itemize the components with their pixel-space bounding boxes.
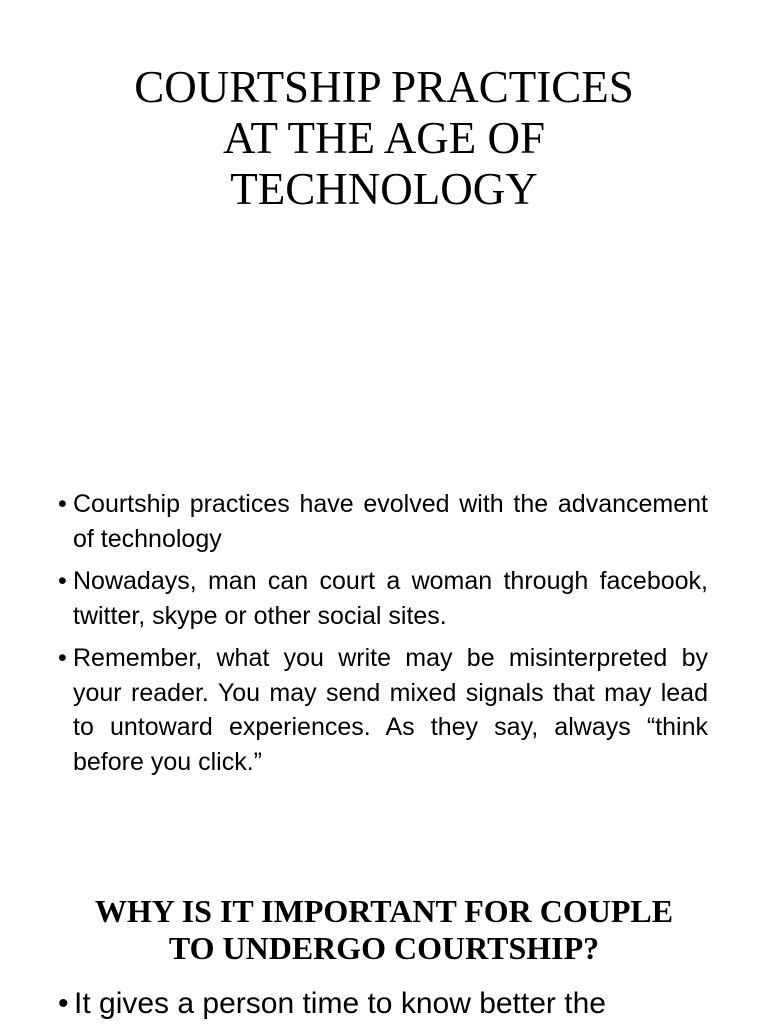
bullet-text: Nowadays, man can court a woman through facebook, twitter, skype or other social sites. bbox=[73, 567, 708, 630]
title-line: TECHNOLOGY bbox=[230, 164, 538, 214]
list-item bbox=[58, 487, 708, 556]
bullet-text: Remember, what you write may be misinterpreted by your reader. You may send mixed signals that may lead to untoward experiences. As they say, always “think before you click.” bbox=[73, 644, 708, 776]
bullet-text: Courtship practices have evolved with the advancement of technology bbox=[73, 490, 708, 553]
title-line: AT THE AGE OF bbox=[222, 113, 546, 163]
list-item bbox=[58, 983, 748, 1025]
bullet-icon: • bbox=[58, 490, 67, 518]
bullet-icon: • bbox=[58, 987, 69, 1020]
heading-line: TO UNDERGO COURTSHIP? bbox=[168, 930, 600, 966]
section-heading bbox=[0, 893, 768, 967]
slide-title bbox=[0, 62, 768, 215]
heading-line: WHY IS IT IMPORTANT FOR COUPLE bbox=[94, 893, 674, 929]
bullet-icon: • bbox=[58, 644, 67, 672]
list-item bbox=[58, 564, 708, 633]
bullet-icon: • bbox=[58, 567, 67, 595]
bullet-text: It gives a person time to know better the bbox=[74, 987, 606, 1020]
bullet-list bbox=[58, 983, 748, 1025]
bullet-list bbox=[58, 487, 708, 787]
title-line: COURTSHIP PRACTICES bbox=[134, 62, 634, 112]
list-item bbox=[58, 641, 708, 779]
